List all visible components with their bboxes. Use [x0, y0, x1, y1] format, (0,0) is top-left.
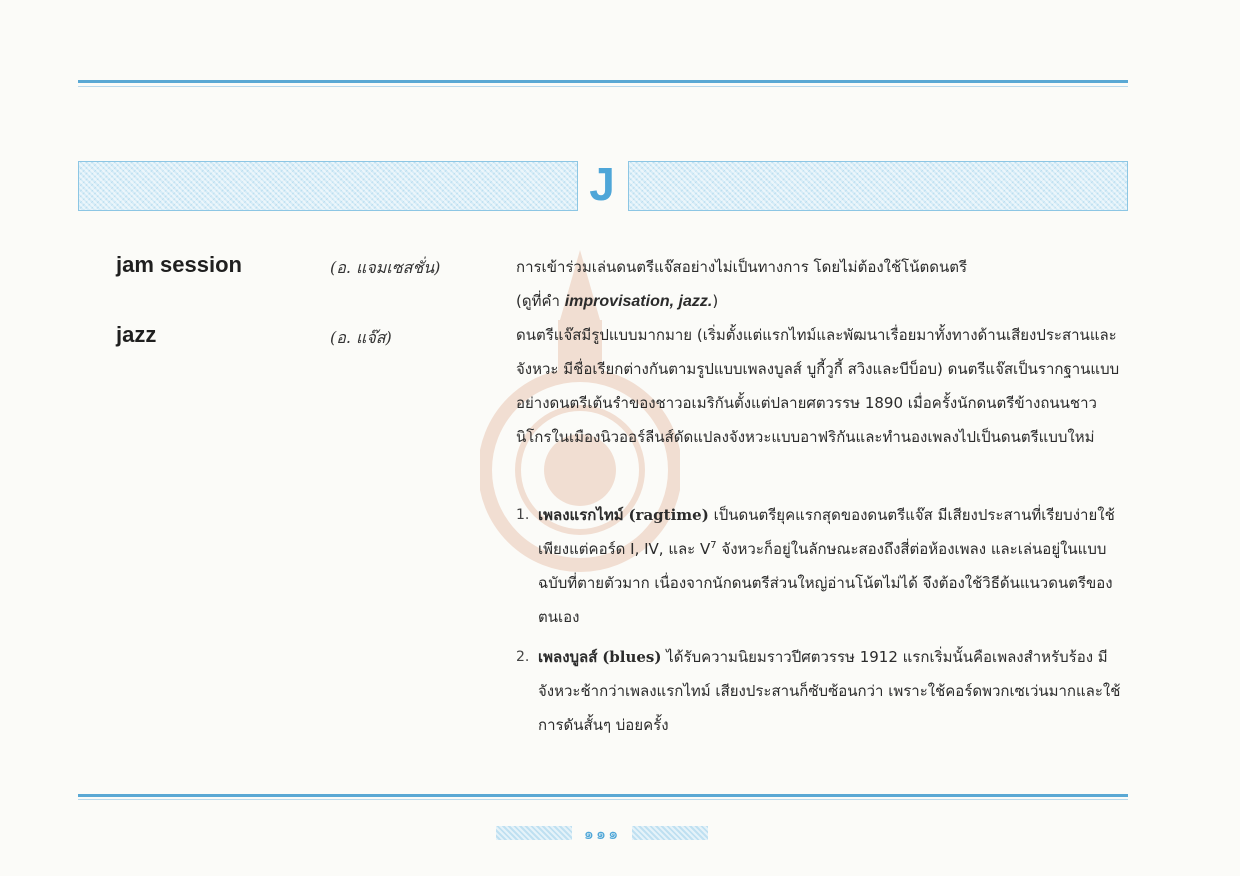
superscript: 7 [710, 540, 717, 551]
see-terms: improvisation, jazz. [564, 293, 713, 310]
list-item-number: 2. [516, 649, 530, 665]
bottom-rule [78, 794, 1128, 797]
list-item-lead: เพลงแรกไทม์ [538, 506, 624, 524]
list-item-text-cont: จังหวะก็อยู่ในลักษณะสองถึงสี่ต่อห้องเพลง และเล่นอยู่ในแบบฉบับที่ตายตัวมาก เนื่องจากนักดนตรีส่วนใหญ่อ่านโน้ตไม่ได้ จึงต้องใช้วิธีด้นแนวดนตรีของตนเอง [538, 540, 1113, 626]
top-rule [78, 80, 1128, 83]
entry-pronunciation: (อ. แจ๊ส) [330, 328, 392, 347]
page-number: ๑๑๑ [583, 824, 621, 843]
entry-term: jam session [116, 252, 242, 277]
entry-pronunciation: (อ. แจมเซสชั่น) [330, 258, 441, 277]
list-item-number: 1. [516, 507, 530, 523]
footer-band-right [632, 826, 708, 840]
list-item-english: (ragtime) [628, 506, 709, 524]
definition-text: การเข้าร่วมเล่นดนตรีแจ๊สอย่างไม่เป็นทางการ โดยไม่ต้องใช้โน้ตดนตรี [516, 258, 967, 276]
see-also [516, 284, 1128, 319]
footer-band-left [496, 826, 572, 840]
entry-term: jazz [116, 322, 157, 347]
list-item-english: (blues) [602, 648, 662, 666]
section-header-band-left [78, 161, 578, 211]
see-close: ) [712, 292, 719, 310]
section-header-band-right [628, 161, 1128, 211]
see-open: (ดูที่คำ [516, 292, 565, 310]
list-item-text: เป็นดนตรียุคแรกสุดของดนตรีแจ๊ส มีเสียงประสานที่เรียบง่ายใช้เพียงแต่คอร์ด I, IV, และ V [538, 506, 1115, 558]
list-item-body [538, 498, 1128, 634]
entry-definition [516, 250, 1128, 319]
list-item-body [538, 640, 1128, 742]
list-item-text: ได้รับความนิยมราวปีศตวรรษ 1912 แรกเริ่มนั้นคือเพลงสำหรับร้อง มีจังหวะช้ากว่าเพลงแรกไทม์ เสียงประสานก็ซับซ้อนกว่า เพราะใช้คอร์ดพวกเซเว่นมากและใช้การดันสั้นๆ บ่อยครั้ง [538, 648, 1121, 734]
entry-definition: ดนตรีแจ๊สมีรูปแบบมากมาย (เริ่มตั้งแต่แรกไทม์และพัฒนาเรื่อยมาทั้งทางด้านเสียงประสานและจังหวะ มีชื่อเรียกต่างกันตามรูปแบบเพลงบูลส์ บูกี้วูกี้ สวิงและบีบ็อบ) ดนตรีแจ๊สเป็นรากฐานแบบอย่างดนตรีเต้นรำของชาวอเมริกันตั้งแต่ปลายศตวรรษ 1890 เมื่อครั้งนักดนตรีข้างถนนชาวนิโกรในเมืองนิวออร์ลีนส์ดัดแปลงจังหวะแบบอาฟริกันและทำนองเพลงไปเป็นดนตรีแบบใหม่ [516, 326, 1120, 446]
list-item-lead: เพลงบูลส์ [538, 648, 598, 666]
list-item [516, 498, 1128, 634]
page-footer [496, 826, 708, 842]
section-letter: J [589, 158, 615, 210]
list-item [516, 640, 1128, 742]
